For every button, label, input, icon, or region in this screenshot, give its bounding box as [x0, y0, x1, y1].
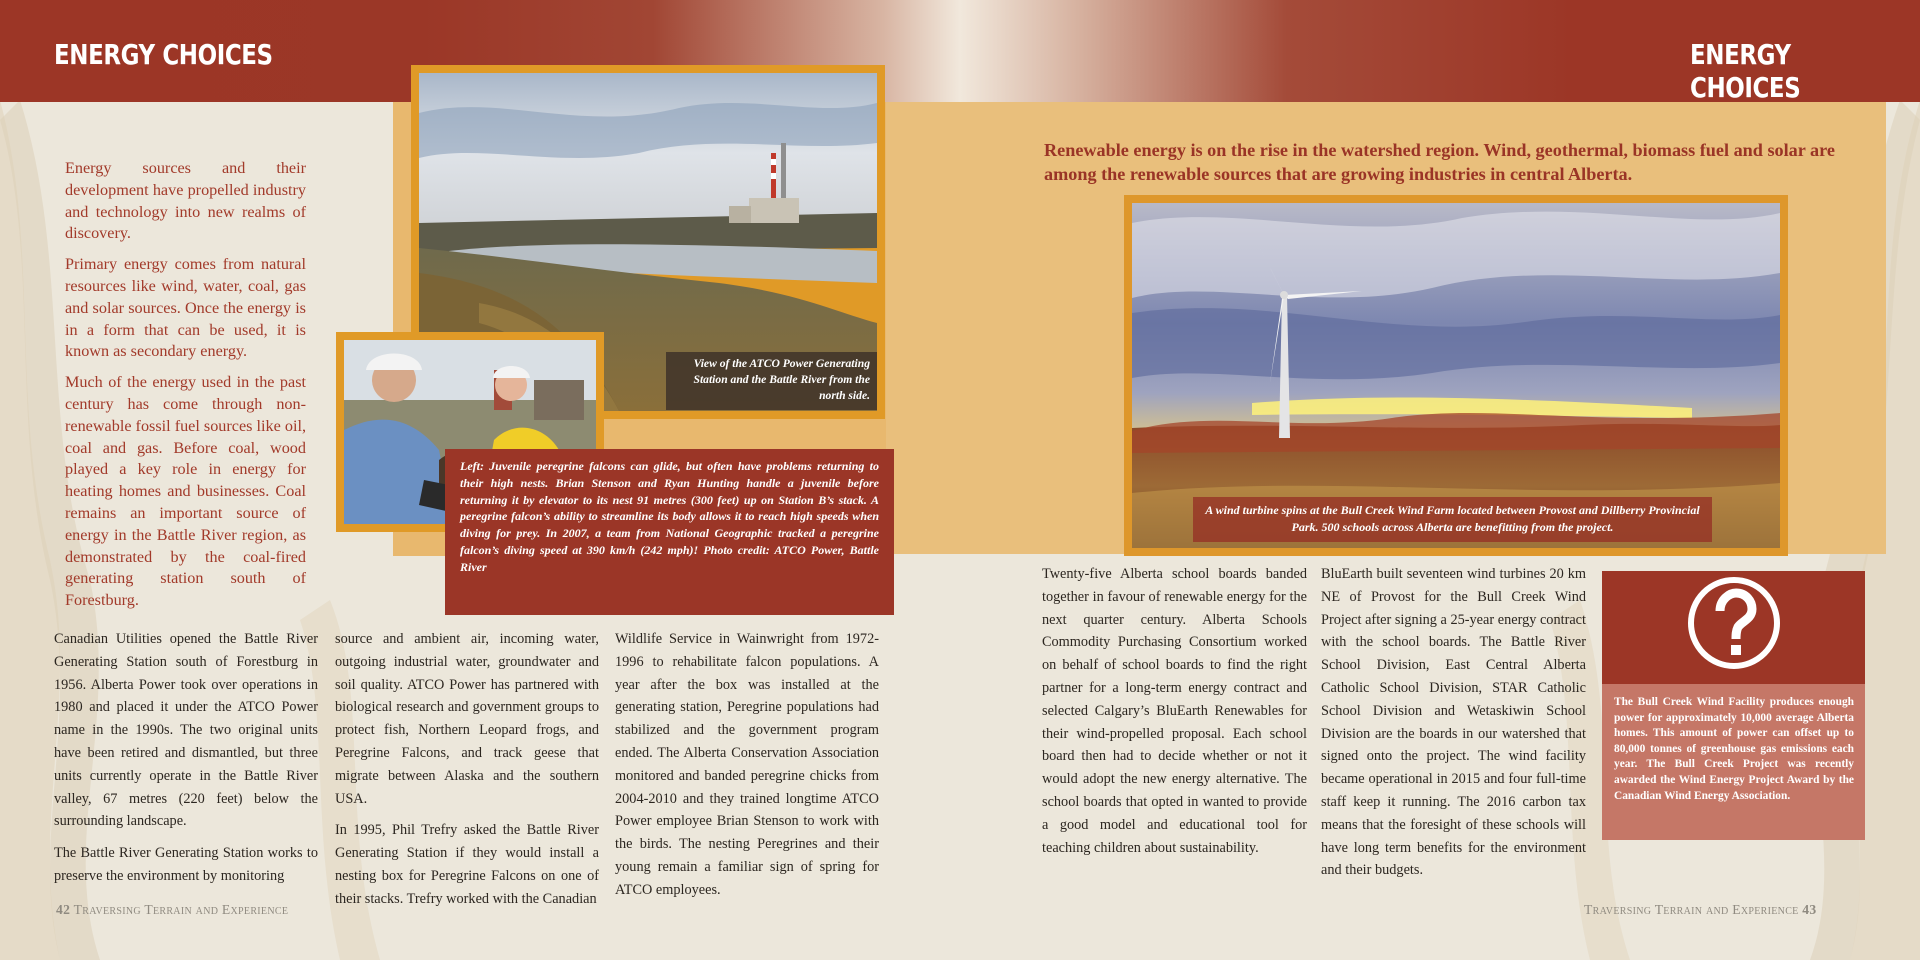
intro-paragraph: Primary energy comes from natural resources like wind, water, coal, gas and solar sources. Once the energy is in a form that can be used, it is known as secondary energy.	[65, 255, 306, 361]
page-number-right: 43	[1802, 902, 1817, 917]
body-column-4	[1042, 563, 1307, 868]
page-title-right: ENERGY CHOICES	[1690, 38, 1801, 104]
intro-text	[65, 158, 306, 621]
footer-publication-title: Traversing Terrain and Experience	[73, 902, 289, 917]
body-column-1	[54, 628, 318, 897]
header-band	[0, 0, 1920, 102]
footer-publication-title: Traversing Terrain and Experience	[1584, 902, 1799, 917]
info-box	[1602, 571, 1865, 840]
lead-paragraph: Renewable energy is on the rise in the watershed region. Wind, geothermal, biomass fuel and solar are among the renewable sources that are growing industries in central Alberta.	[1044, 140, 1835, 184]
caption-power-station: View of the ATCO Power Generating Station and the Battle River from the north side.	[666, 352, 877, 410]
body-paragraph: Canadian Utilities opened the Battle River Generating Station south of Forestburg in 1956. Alberta Power took over operations in 1980 and placed it under the ATCO Power name in the 1990s. The two original units have been retired and dismantled, but three units currently operate in the Battle River valley, 67 metres (220 feet) below the surrounding landscape.	[54, 631, 318, 830]
body-paragraph: Twenty-five Alberta school boards banded together in favour of renewable energy for the next quarter century. Alberta Schools Commodity Purchasing Consortium worked on behalf of school boards to find the right partner for a long-term energy contract and selected Calgary’s BluEarth Renewables for their wind-propelled proposal. Each school board then had to decide whether or not it would adopt the new energy alternative. The school boards that opted in wanted to provide a good model and educational tool for teaching children about sustainability.	[1042, 566, 1307, 856]
info-box-text: The Bull Creek Wind Facility produces enough power for approximately 10,000 average Alberta homes. This amount of power can offset up to 80,000 tonnes of greenhouse gas emissions each year. The Bull Creek Project was recently awarded the Wind Energy Project Award by the Canadian Wind Energy Association.	[1614, 696, 1854, 802]
info-box-header	[1602, 571, 1865, 684]
intro-paragraph: Much of the energy used in the past century has come through non-renewable fossil fuel sources like oil, coal and gas. Before coal, wood played a key role in energy for heating homes and businesses. Coal remains an important source of energy in the Battle River region, as demonstrated by the coal-fired generating station south of Forestburg.	[65, 373, 306, 610]
body-paragraph: In 1995, Phil Trefry asked the Battle River Generating Station if they would install a nesting box for Peregrine Falcons on one of their stacks. Trefry worked with the Canadian	[335, 822, 599, 907]
body-paragraph: The Battle River Generating Station works to preserve the environment by monitoring	[54, 845, 318, 884]
body-column-2	[335, 628, 599, 920]
page-number-left: 42	[56, 902, 71, 917]
intro-paragraph: Energy sources and their development have propelled industry and technology into new realms of discovery.	[65, 159, 306, 243]
caption-wind-turbine: A wind turbine spins at the Bull Creek Wind Farm located between Provost and Dillberry Provincial Park. 500 schools across Alberta are benefitting from the project.	[1193, 497, 1712, 542]
body-paragraph: source and ambient air, incoming water, outgoing industrial water, groundwater and soil quality. ATCO Power has partnered with biological research and government groups to protect fish, Northern Leopard frogs, and Peregrine Falcons, and track geese that migrate between Alaska and the southern USA.	[335, 631, 599, 807]
page-title-left: ENERGY CHOICES	[54, 38, 273, 71]
body-paragraph: Wildlife Service in Wainwright from 1972-1996 to rehabilitate falcon populations. A year after the box was installed at the generating station, Peregrine populations had stabilized and the government program ended. The Alberta Conservation Association monitored and banded peregrine chicks from 2004-2010 and they trained longtime ATCO Power employee Brian Stenson to work with the birds. The nesting Peregrines and their young remain a familiar sign of spring for ATCO employees.	[615, 631, 879, 898]
caption-falcon: Left: Juvenile peregrine falcons can glide, but often have problems returning to their high nests. Brian Stenson and Ryan Hunting handle a juvenile before returning it by elevator to its nest 91 metres (300 feet) up on Station B’s stack. A peregrine falcon’s ability to streamline its body allows it to reach high speeds when diving for prey. In 2007, a team from National Geographic tracked a peregrine falcon’s diving speed at 390 km/h (242 mph)! Photo credit: ATCO Power, Battle River	[445, 449, 894, 615]
body-column-3	[615, 628, 879, 911]
footer-right	[1584, 902, 1817, 918]
body-column-5	[1321, 563, 1586, 891]
body-paragraph: BluEarth built seventeen wind turbines 20 km NE of Provost for the Bull Creek Wind Project after signing a 25-year energy contract with the school boards. The Battle River School Division, East Central Alberta Catholic School Division, STAR Catholic School Division and Wetaskiwin School Division are the boards in our watershed that signed onto the project. The wind facility became operational in 2015 and four full-time staff keep it running. The 2016 carbon tax means that the foresight of these schools will have long term benefits for the environment and their budgets.	[1321, 566, 1586, 879]
footer-left	[56, 902, 288, 918]
question-mark-icon	[1686, 575, 1782, 671]
